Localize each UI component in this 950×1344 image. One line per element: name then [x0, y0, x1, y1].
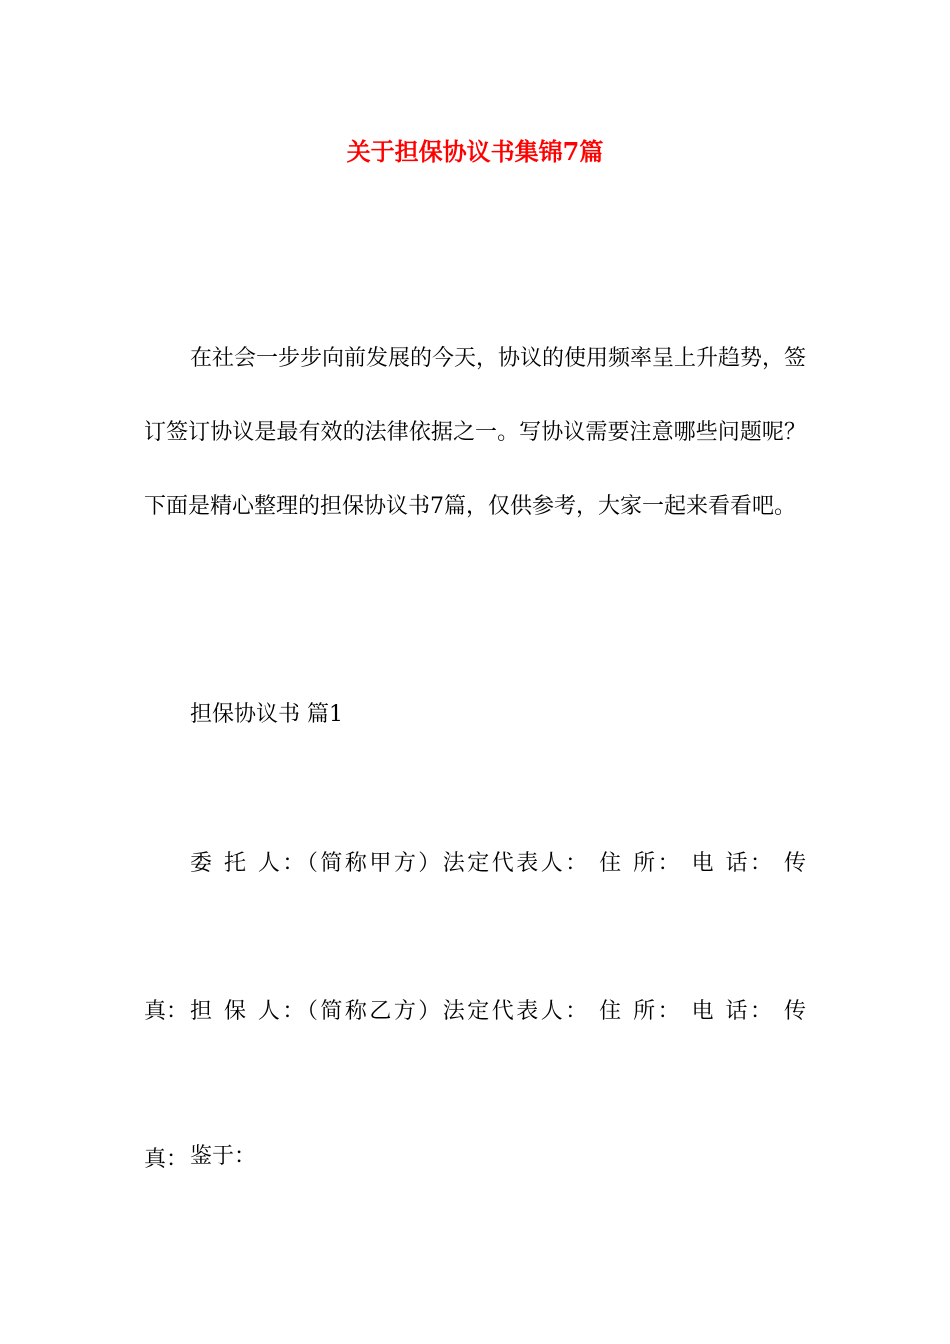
- whereas-paragraph: 鉴于：: [190, 1144, 257, 1169]
- party-a-line-2: 真：: [144, 999, 189, 1024]
- party-b-line-1: 担 保 人：（简称乙方）法定代表人： 住 所： 电 话： 传: [190, 999, 806, 1024]
- intro-paragraph: 在社会一步步向前发展的今天，协议的使用频率呈上升趋势，签订签订协议是最有效的法律依据之一。写协议需要注意哪些问题呢？下面是精心整理的担保协议书7篇，仅供参考，大家一起来看看吧。: [144, 346, 807, 519]
- party-a-line-1: 委 托 人：（简称甲方）法定代表人： 住 所： 电 话： 传: [190, 851, 806, 876]
- party-b-line-2: 真：: [144, 1147, 189, 1172]
- section-heading: 担保协议书 篇1: [190, 702, 343, 727]
- document-title: 关于担保协议书集锦7篇: [346, 137, 604, 166]
